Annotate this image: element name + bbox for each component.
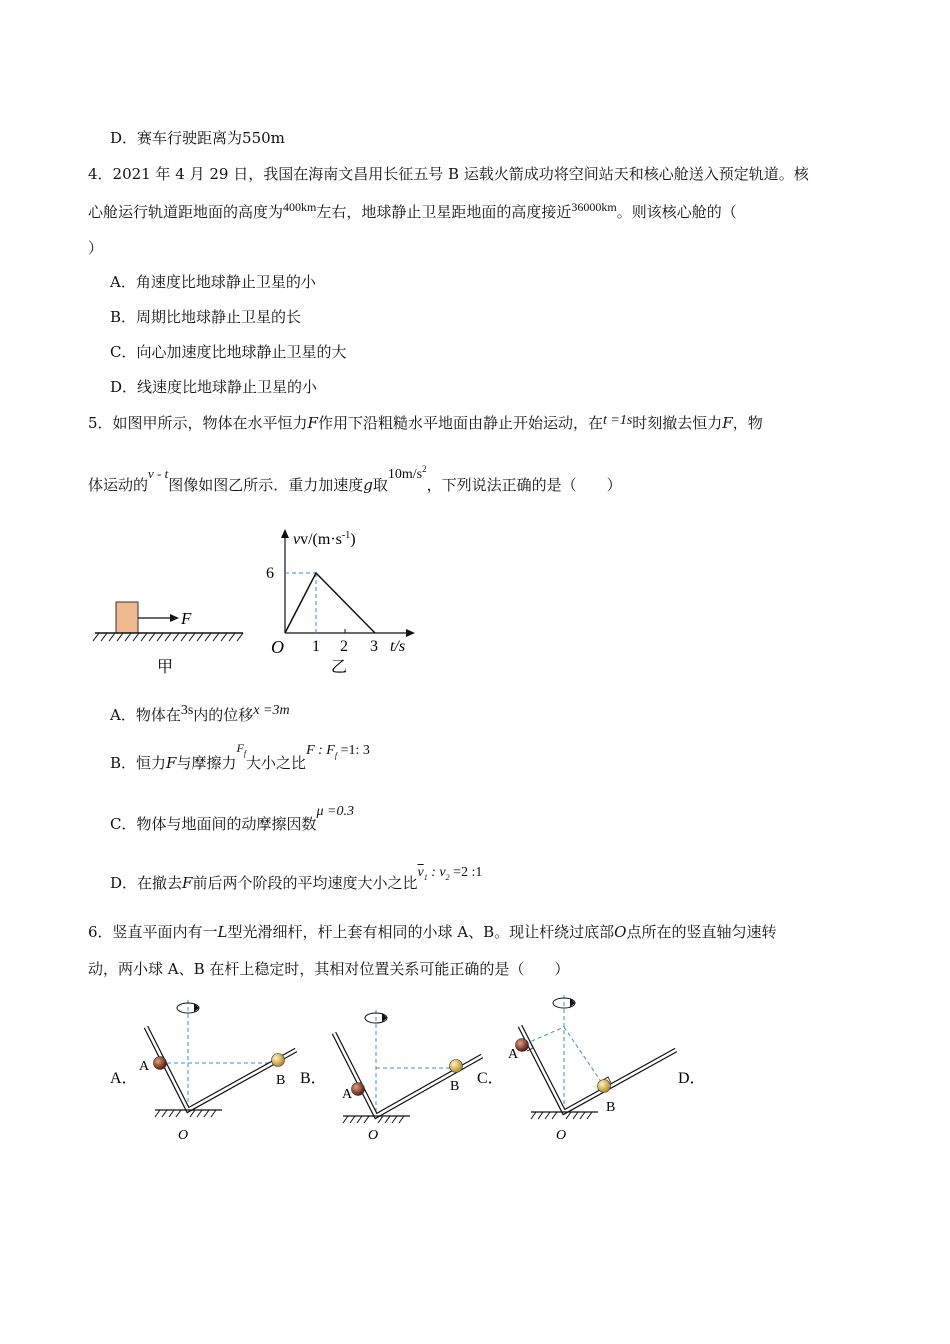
t-axis-label: t/s bbox=[390, 638, 406, 655]
q6-stem-line2: 动，两小球 A、B 在杆上稳定时，其相对位置关系可能正确的是（ ） bbox=[88, 960, 570, 978]
q4-option-c: C．向心加速度比地球静止卫星的大 bbox=[110, 343, 347, 361]
q5-g-symbol: g bbox=[363, 476, 373, 494]
q5-g-value-base: 10m/s bbox=[387, 467, 423, 482]
q4-option-b: B．周期比地球静止卫星的长 bbox=[110, 308, 302, 326]
q5-c-mu: μ =0.3 bbox=[316, 804, 354, 819]
q6-text-c: 点所在的竖直轴匀速转 bbox=[626, 923, 777, 941]
q5-g-value bbox=[387, 464, 427, 482]
q6-text-b: 型光滑细杆，杆上套有相同的小球 A、B。现让杆绕过底部 bbox=[227, 923, 615, 941]
label-jia: 甲 bbox=[157, 659, 174, 676]
label-yi: 乙 bbox=[331, 659, 348, 676]
q5-b-force: F bbox=[166, 754, 177, 772]
q6-label-c: C． bbox=[477, 1070, 504, 1087]
v-axis-label: $vv/(m\cdot s^{-1})$ bbox=[293, 530, 356, 548]
q5-a-text-b: 内的位移 bbox=[193, 706, 254, 724]
v-axis-close: ) bbox=[350, 531, 356, 548]
q6-figure-b bbox=[334, 1010, 482, 1143]
force-label: F bbox=[181, 609, 192, 628]
q5-text-d: ，物 bbox=[732, 414, 763, 432]
q4-text-b: 左右，地球静止卫星距地面的高度接近 bbox=[316, 203, 572, 221]
q6-b-ball-b: B bbox=[450, 1079, 460, 1094]
q6-stem-line1 bbox=[88, 922, 776, 942]
q5-a-displacement: x =3m bbox=[253, 703, 290, 718]
q5-d-v1-sub: 1 bbox=[423, 873, 428, 882]
q4-height-geo: 36000km bbox=[571, 200, 617, 214]
q5-d-force: F bbox=[182, 874, 193, 892]
q5-vt-symbol: v - t bbox=[148, 466, 169, 481]
origin-label: O bbox=[271, 637, 284, 657]
q5-b-text-a: B．恒力 bbox=[110, 754, 167, 772]
q5-d-ratio-value: =2 :1 bbox=[449, 865, 483, 880]
q5-d-v2: : v bbox=[427, 865, 446, 880]
figure-jia bbox=[93, 602, 243, 676]
q5-text-b: 作用下沿粗糙水平地面由静止开始运动，在 bbox=[317, 414, 603, 432]
q6-figure-a bbox=[139, 1000, 296, 1143]
q4-text-c: 。则该核心舱的（ bbox=[616, 203, 737, 221]
q6-a-ball-b: B bbox=[276, 1073, 286, 1088]
q5-b-ratio-base: F : F bbox=[306, 743, 335, 758]
q5-option-b bbox=[110, 741, 370, 776]
q5-b-friction-symbol bbox=[236, 741, 247, 758]
q5-stem-line2 bbox=[88, 464, 622, 497]
block bbox=[116, 602, 138, 633]
q5-a-text-a: A．物体在 bbox=[110, 706, 181, 724]
v-axis-arrow bbox=[281, 529, 289, 538]
q5-d-text-b: 前后两个阶段的平均速度大小之比 bbox=[192, 874, 418, 892]
x-tick-2: 2 bbox=[340, 638, 348, 655]
x-tick-3: 3 bbox=[370, 638, 378, 655]
q5-text-f: 图像如图乙所示．重力加速度 bbox=[168, 476, 364, 494]
q6-a-ball-a: A bbox=[139, 1059, 150, 1074]
y-tick-6: 6 bbox=[266, 565, 274, 582]
q3-option-d: D．赛车行驶距离为550m bbox=[110, 129, 285, 147]
q5-b-ratio bbox=[306, 743, 370, 758]
q5-c-text-a: C．物体与地面间的动摩擦因数 bbox=[110, 815, 317, 833]
q6-c-ball-b: B bbox=[606, 1100, 616, 1115]
q5-option-a bbox=[110, 705, 290, 727]
t-axis-arrow bbox=[406, 629, 415, 637]
q6-b-origin: O bbox=[368, 1128, 379, 1143]
q4-option-d: D．线速度比地球静止卫星的小 bbox=[110, 378, 318, 396]
q6-o-symbol: O bbox=[614, 923, 627, 941]
q5-b-ratio-value: =1: 3 bbox=[337, 743, 370, 758]
q5-time-value: t =1s bbox=[602, 413, 633, 428]
q5-b-ratio-sub: f bbox=[334, 751, 338, 760]
q6-label-d: D． bbox=[678, 1070, 706, 1087]
q5-text-a: 5．如图甲所示，物体在水平恒力 bbox=[88, 414, 308, 432]
q6-figure-c bbox=[508, 995, 676, 1143]
q5-d-text-a: D．在撤去 bbox=[110, 874, 183, 892]
q6-figure bbox=[100, 990, 720, 1150]
q6-a-origin: O bbox=[178, 1128, 189, 1143]
q4-stem-line2 bbox=[88, 202, 737, 223]
q5-stem-line1 bbox=[88, 413, 763, 435]
v-axis-unit: v/(m·s bbox=[300, 531, 342, 548]
ground-hatching bbox=[93, 633, 243, 641]
q5-d-v1: $\overline{v}$ bbox=[417, 865, 424, 880]
q5-force-symbol: F bbox=[307, 414, 318, 432]
q5-option-d bbox=[110, 865, 483, 896]
q6-c-ball-a: A bbox=[508, 1047, 519, 1062]
q4-height-core: 400km bbox=[283, 200, 317, 214]
q5-g-value-exponent: 2 bbox=[422, 464, 427, 474]
q6-c-origin: O bbox=[556, 1128, 567, 1143]
q4-option-a: A．角速度比地球静止卫星的小 bbox=[110, 273, 316, 291]
v-axis-exponent: -1 bbox=[341, 530, 351, 541]
q5-b-text-c: 大小之比 bbox=[246, 754, 307, 772]
q5-text-e: 体运动的 bbox=[88, 476, 149, 494]
q4-stem-line1: 4．2021 年 4 月 29 日，我国在海南文昌用长征五号 B 运载火箭成功将空间站天和核心舱送入预定轨道。核 bbox=[88, 165, 809, 183]
q5-d-ratio bbox=[417, 865, 482, 880]
x-tick-1: 1 bbox=[312, 638, 320, 655]
force-arrow-head bbox=[170, 614, 179, 622]
q5-a-time: 3s bbox=[180, 703, 194, 718]
q6-label-a: A． bbox=[110, 1070, 138, 1087]
q5-text-c: 时刻撤去恒力 bbox=[632, 414, 723, 432]
q5-figure bbox=[85, 525, 425, 680]
q5-text-g: 取 bbox=[372, 476, 388, 494]
q5-b-friction-base: F bbox=[236, 741, 244, 755]
q6-l-symbol: L bbox=[217, 923, 228, 941]
q6-b-ball-a: A bbox=[342, 1087, 353, 1102]
q6-label-b: B． bbox=[300, 1070, 327, 1087]
vt-curve bbox=[285, 573, 375, 633]
q5-option-c bbox=[110, 804, 354, 836]
q5-force-symbol-2: F bbox=[722, 414, 733, 432]
q4-stem-line3: ） bbox=[88, 239, 104, 257]
q5-b-text-b: 与摩擦力 bbox=[176, 754, 237, 772]
q5-d-v2-sub: 2 bbox=[445, 873, 450, 882]
q4-text-a: 心舱运行轨道距地面的高度为 bbox=[88, 203, 284, 221]
q5-text-h: ，下列说法正确的是（ ） bbox=[426, 476, 622, 494]
q5-b-friction-sub: f bbox=[243, 749, 247, 758]
q6-text-a: 6．竖直平面内有一 bbox=[88, 923, 218, 941]
figure-yi-vt-graph bbox=[266, 529, 415, 676]
